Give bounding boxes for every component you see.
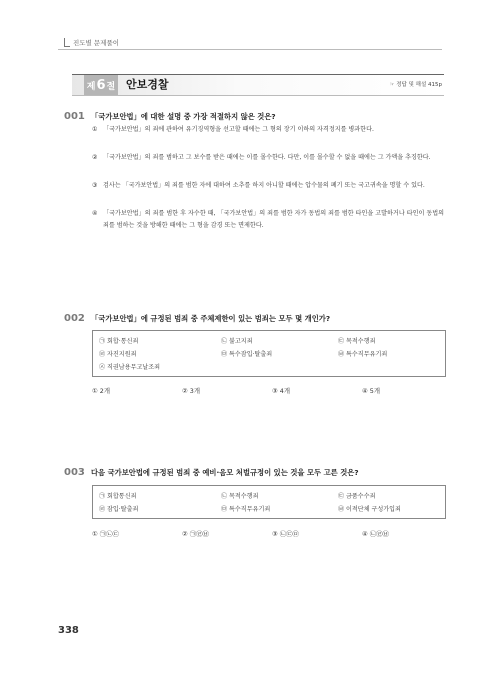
question-002 xyxy=(64,313,444,403)
option-text: 「국가보안법」의 죄에 관하여 유기징역형을 선고할 때에는 그 형의 장기 이하의 자격정지를 병과한다. xyxy=(103,126,374,133)
running-header-text: 진도별 문제풀이 xyxy=(73,39,120,47)
choice-box-row xyxy=(93,504,445,515)
choice-box-row xyxy=(93,349,445,360)
answer-choice-1[interactable]: ① ㉠㉡㉢ xyxy=(92,530,119,538)
section-tab-number: 6 xyxy=(96,77,106,93)
choice-item: ㉡ 불고지죄 xyxy=(221,338,253,345)
answer-choices xyxy=(92,529,444,540)
choice-box-row xyxy=(93,362,445,373)
choice-item: ㉢ 금품수수죄 xyxy=(338,493,376,500)
choice-item: ㉢ 목적수행죄 xyxy=(338,338,376,345)
question-number: 002 xyxy=(64,313,85,324)
choice-item: ㉤ 특수직무유기죄 xyxy=(221,506,271,513)
option-3 xyxy=(92,180,444,192)
question-number: 001 xyxy=(64,111,85,122)
section-bar xyxy=(72,74,444,96)
option-mark: ③ xyxy=(92,182,98,189)
answer-choice-2[interactable]: ② 3개 xyxy=(182,387,200,395)
question-text: 다음 국가보안법에 규정된 범죄 중 예비·음모 처벌규정이 있는 것을 모두 고른 것은? xyxy=(91,468,359,477)
answer-choices xyxy=(92,386,444,397)
choice-item: ㉠ 회합·통신죄 xyxy=(99,338,139,345)
answer-choice-2[interactable]: ② ㉠㉣㉥ xyxy=(182,530,209,538)
option-text: 「국가보안법」의 죄를 범하고 그 보수를 받은 때에는 이를 몰수한다. 다만, 이를 몰수할 수 없을 때에는 그 가액을 추징한다. xyxy=(103,154,431,161)
answer-choice-3[interactable]: ③ 4개 xyxy=(272,387,290,395)
choice-item: ㉦ 직권남용무고날조죄 xyxy=(99,364,161,371)
option-4 xyxy=(92,208,444,231)
choice-item: ㉤ 특수잠입·탈출죄 xyxy=(221,351,273,358)
answer-choice-1[interactable]: ① 2개 xyxy=(92,387,110,395)
choice-item: ㉥ 특수직무유기죄 xyxy=(338,351,388,358)
corner-mark-icon xyxy=(64,38,70,47)
choice-box xyxy=(92,330,446,377)
running-header-label xyxy=(64,38,119,47)
option-text: 검사는 「국가보안법」의 죄를 범한 자에 대하여 소추를 하지 아니할 때에는 압수물의 폐기 또는 국고귀속을 명할 수 있다. xyxy=(103,182,425,189)
answer-choice-4[interactable]: ④ 5개 xyxy=(362,387,380,395)
section-tab xyxy=(84,75,118,95)
section-tab-suffix: 절 xyxy=(106,81,116,92)
answer-choice-4[interactable]: ④ ㉡㉣㉥ xyxy=(362,530,389,538)
choice-box xyxy=(92,485,446,519)
section-title: 안보경찰 xyxy=(126,78,169,91)
choice-item: ㉣ 자진지원죄 xyxy=(99,351,137,358)
question-number: 003 xyxy=(64,467,85,478)
answer-choice-3[interactable]: ③ ㉡㉢㉤ xyxy=(272,530,299,538)
question-001 xyxy=(64,111,444,251)
choice-item: ㉡ 목적수행죄 xyxy=(221,493,259,500)
choice-item: ㉠ 회합통신죄 xyxy=(99,493,137,500)
option-1 xyxy=(92,124,444,136)
question-text: 「국가보안법」에 규정된 범죄 중 주체제한이 있는 범죄는 모두 몇 개인가? xyxy=(91,314,331,323)
question-text: 「국가보안법」에 대한 설명 중 가장 적절하지 않은 것은? xyxy=(91,112,276,121)
option-mark: ① xyxy=(92,126,98,133)
header-rule xyxy=(58,49,442,50)
choice-box-row xyxy=(93,491,445,502)
choice-item: ㉥ 이적단체 구성가입죄 xyxy=(338,506,401,513)
option-mark: ② xyxy=(92,154,98,161)
choice-item: ㉣ 잠입·탈출죄 xyxy=(99,506,139,513)
choice-box-row xyxy=(93,336,445,347)
option-2 xyxy=(92,152,444,164)
answer-reference: ☞ 정답 및 해설 415p xyxy=(389,82,442,88)
page-number: 338 xyxy=(58,625,79,636)
section-tab-prefix: 제 xyxy=(86,81,96,92)
option-mark: ④ xyxy=(92,210,98,217)
question-003 xyxy=(64,467,444,552)
option-text: 「국가보안법」의 죄를 범한 후 자수한 때, 「국가보안법」의 죄를 범한 자가 동법의 죄를 범한 타인을 고발하거나 타인이 동법의 죄를 범하는 것을 방해한 때에는 그 형을 감경 또는 면제한다. xyxy=(103,210,444,229)
